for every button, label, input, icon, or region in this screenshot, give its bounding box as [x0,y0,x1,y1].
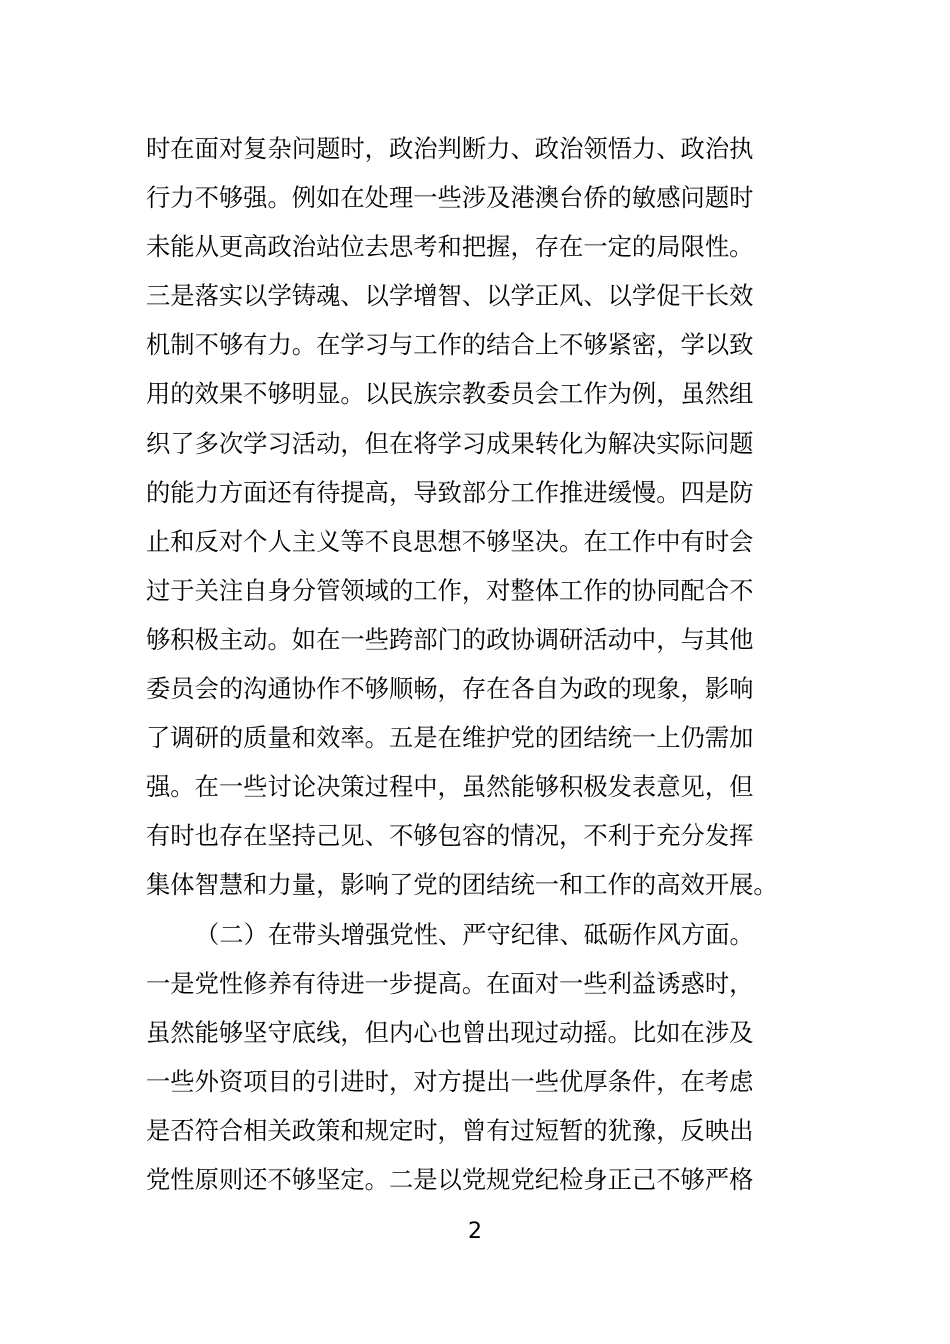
text-line: 三是落实以学铸魂、以学增智、以学正风、以学促干长效 [146,281,754,311]
text-line: 委员会的沟通协作不够顺畅，存在各自为政的现象，影响 [146,674,754,704]
text-line: 用的效果不够明显。以民族宗教委员会工作为例，虽然组 [146,379,754,409]
text-line: 的能力方面还有待提高，导致部分工作推进缓慢。四是防 [146,477,754,507]
text-line: 够积极主动。如在一些跨部门的政协调研活动中，与其他 [146,624,754,654]
text-line: 强。在一些讨论决策过程中，虽然能够积极发表意见，但 [146,772,754,802]
text-line: 了调研的质量和效率。五是在维护党的团结统一上仍需加 [146,723,754,753]
text-line: 时在面对复杂问题时，政治判断力、政治领悟力、政治执 [146,134,754,163]
text-line: 一是党性修养有待进一步提高。在面对一些利益诱惑时， [146,968,754,998]
body-text [146,124,811,1204]
text-line: 集体智慧和力量，影响了党的团结统一和工作的高效开展。 [146,870,778,900]
section-heading: （二）在带头增强党性、严守纪律、砥砺作风方面。 [195,919,754,949]
text-line: 党性原则还不够坚定。二是以党规党纪检身正己不够严格 [146,1164,754,1194]
text-line: 止和反对个人主义等不良思想不够坚决。在工作中有时会 [146,526,754,556]
text-line: 未能从更高政治站位去思考和把握，存在一定的局限性。 [146,232,754,262]
text-line: 行力不够强。例如在处理一些涉及港澳台侨的敏感问题时 [146,183,754,213]
text-line: 一些外资项目的引进时，对方提出一些优厚条件，在考虑 [146,1066,754,1096]
text-line: 虽然能够坚守底线，但内心也曾出现过动摇。比如在涉及 [146,1017,754,1047]
text-line: 有时也存在坚持己见、不够包容的情况，不利于充分发挥 [146,821,754,851]
text-line: 织了多次学习活动，但在将学习成果转化为解决实际问题 [146,428,754,458]
text-line: 过于关注自身分管领域的工作，对整体工作的协同配合不 [146,575,754,605]
text-line: 是否符合相关政策和规定时，曾有过短暂的犹豫，反映出 [146,1115,754,1145]
page-number: 2 [468,1219,482,1244]
text-line: 机制不够有力。在学习与工作的结合上不够紧密，学以致 [146,330,754,360]
